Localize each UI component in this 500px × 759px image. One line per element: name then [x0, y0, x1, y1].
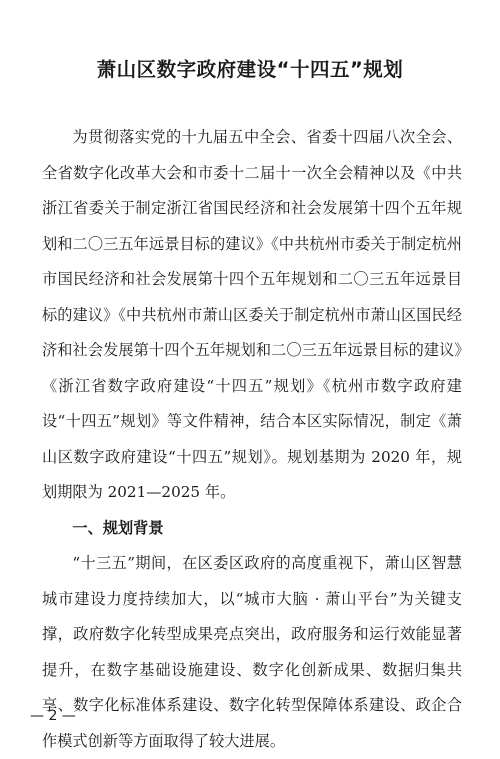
- section-paragraph: “十三五”期间，在区委区政府的高度重视下，萧山区智慧城市建设力度持续加大，以“城市大脑 · 萧山平台”为关键支撑，政府数字化转型成果亮点突出，政府服务和运行效能显著提升，在数字基础设施建设、数字化创新成果、数据归集共享、数字化标准体系建设、数字化转型保障体系建设、政企合作模式创新等方面取得了较大进展。: [42, 554, 462, 750]
- intro-paragraph: 为贯彻落实党的十九届五中全会、省委十四届八次全会、全省数字化改革大会和市委十二届十一次全会精神以及《中共浙江省委关于制定浙江省国民经济和社会发展第十四个五年规划和二〇三五年远景目标的建议》《中共杭州市委关于制定杭州市国民经济和社会发展第十四个五年规划和二〇三五年远景目标的建议》《中共杭州市萧山区委关于制定杭州市萧山区国民经济和社会发展第十四个五年规划和二〇三五年远景目标的建议》《浙江省数字政府建设“十四五”规划》《杭州市数字政府建设“十四五”规划》等文件精神，结合本区实际情况，制定《萧山区数字政府建设“十四五”规划》。规划基期为 2020 年，规划期限为 2021—2025 年。: [42, 128, 462, 501]
- page-number: — 2 —: [30, 708, 76, 724]
- document-body: [42, 120, 462, 759]
- page-title: 萧山区数字政府建设“十四五”规划: [96, 58, 404, 81]
- section-heading: 一、规划背景: [72, 518, 164, 537]
